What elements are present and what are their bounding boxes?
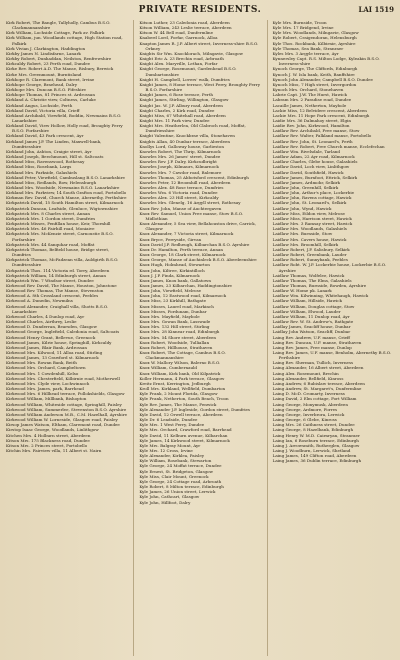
directory-entry: Laing Alexander, 16 Albert street, Aberdeen <box>272 365 364 371</box>
entry-columns <box>6 20 394 656</box>
directory-entry: Kroll Mrs. Kirkland, Wellfield, Dumbarton <box>139 386 226 392</box>
directory-entry: Knox Mrs. 54 Shore street, Aberdeen <box>139 334 217 340</box>
directory-entry: Laidlaw John, Ravens cottage, Hawick <box>272 195 352 201</box>
directory-entry: Kirkland David, 43 Park crescent, Ayr <box>6 133 84 139</box>
directory-entry: Laing Henry W. M.D. Cairnryan, Stranraer <box>272 432 360 438</box>
directory-entry: Kynoch George, The Cliffords, Edinburgh <box>272 66 358 72</box>
directory-entry: Kitchen Mrs. 4 Holburn street, Aberdeen <box>6 432 91 438</box>
directory-entry: Laing George, Ardmore, Forres <box>272 406 338 412</box>
directory-entry: Knight Alex. Maryville, Lethan, Forfar <box>139 61 218 67</box>
directory-entry: Knights Sir Wm. Knocklorach, Milngavie, Glasgow <box>139 50 244 56</box>
directory-entry: Knaberd Lord, Forfar, Garrnock, Alloa <box>139 35 218 41</box>
directory-entry: Laidlaw Mrs. Woodlands, Galashiels <box>272 226 347 232</box>
directory-entry: Knox Rev. Samuel, Union Free manse, Stow B.S.O. Midlothian <box>139 210 244 221</box>
directory-entry: Kirkwood James, 13 Crawford st. Kilmarnock <box>6 355 99 361</box>
directory-entry: Kirkland Joseph, Beechmount, Hill st. Saltcoats <box>6 154 104 160</box>
directory-entry: Kynnersley Capt. R.S. Milton Lodge, Kyleakin B.S.O. Inverness-shire <box>272 56 380 67</box>
directory-entry: Kirk Robert, The Bangle, Tallyholly, Cambus B.S.O. Clackmannanshire <box>6 20 111 31</box>
directory-entry: Knox John, Kiltree, Kirkintilloch <box>139 267 205 273</box>
directory-entry: Laing Andrew, St. Margaret's, Dunfermline <box>272 386 362 392</box>
directory-entry: Knox Robert, Hillhouse, Strathaven <box>139 344 213 350</box>
directory-entry: Knox Alexander, 7 Victoria street, Kilmarnock <box>139 231 234 237</box>
directory-entry: Laidlaw Wm. Rivelsdale, Tarland <box>272 148 340 154</box>
directory-entry: Kirk William, Lochside Cottage, Park av. Falkirk <box>6 30 105 36</box>
directory-entry: Kirkpatrick Mrs. McKenzie street, Carnoustie B.S.O. Forfarshire <box>6 231 114 242</box>
directory-entry: Laing George, Inverbrora, Lerwick <box>272 411 345 417</box>
directory-entry: Laidlay John Watson, Seacliff, Dunbar <box>272 329 351 335</box>
directory-entry: Laidlaw Wm. Kilwinning, Whitehaugh, Hawick <box>272 293 369 299</box>
directory-entry: Laidlaw William, Douglas cottage, Stow <box>272 303 355 309</box>
directory-entry: Kirkwood George, Inglefield, Caledonia road, Saltcoats <box>6 329 120 335</box>
directory-entry: Knowles Mrs. Glenelg, 16 Argyll street, Rothesay <box>139 200 241 206</box>
directory-entry: Kirkwood William W. Lorneside, Glasgow road, Paisley <box>6 417 118 423</box>
directory-entry: Kirkwood Rev. David, The Manse, Houston, Johnstone <box>6 282 117 288</box>
directory-entry: Kirke Rev. Robert A.D. The Manse, Risbury, Berwick <box>6 66 114 72</box>
directory-entry: Kyle Mrs. 17 Bridgend, Irvine <box>272 25 334 31</box>
directory-entry: Kirkland Mrs. Woodside, Newmains B.S.O. Lanarkshire <box>6 185 120 190</box>
directory-entry: Kyle Mrs. Balgray Mount, Ayr <box>139 442 201 448</box>
directory-entry: Kreitz Ernst, Kerrington, Jedburgh <box>139 380 211 386</box>
directory-entry: Knox Robert, Woodside, Tulliallan <box>139 339 210 345</box>
directory-entry: Knox James, 23 Kilbarchan, Haddingtonshire <box>139 282 232 288</box>
directory-entry: Laing Alex. Rosemount, Brechin <box>272 370 339 376</box>
directory-entry: Kirkland James J.P. The Linden, Maxwell-bank, Dumfriesshire <box>6 138 102 149</box>
directory-entry: Knowles Robert, The Thrip, Kilmarnock <box>139 148 221 154</box>
directory-entry: Kirkpatrick Wm. 7 Windsor street, Dundee <box>6 277 94 283</box>
directory-entry: Kirkhope George, Braehead, Dalry <box>6 81 78 87</box>
directory-entry: Kyle Mrs. 1 West Ferry, Dundee <box>139 422 205 428</box>
directory-entry: Knox David J.P. Redheugh, Kilbarchan B.S.O. Ayrshire <box>139 241 250 247</box>
directory-entry: Knight James, 8 Home terrace, West Ferry, Broughty Ferry B.S.O. Forfarshire <box>139 81 261 93</box>
column-2 <box>133 20 260 656</box>
directory-entry: Laing Alexander, Bellfield, Kinross <box>272 375 344 381</box>
directory-entry: Laidlaw Mrs. Cavers house, Hawick <box>272 236 347 242</box>
directory-entry: Laing J. Woodburn, Lerwick, Shetland <box>272 447 351 453</box>
directory-entry: Knox Miss, 23 Kirkhill, Bathgate <box>139 298 206 304</box>
directory-entry: Knight Eric A. 23 Brechin road, Arbroath <box>139 56 224 62</box>
directory-entry: Kirk Vivian J. Clarkington, Haddington <box>6 45 86 51</box>
column-3 <box>267 20 394 656</box>
directory-entry: Knowles Rev. J.P. Dalry, Kirkcudbright <box>139 159 217 165</box>
directory-entry: Laidlaw W. Home pk. Lanark <box>272 288 332 294</box>
directory-entry: Laidlaw David, Southfield, Hawick <box>272 169 344 175</box>
directory-entry: Koller Hermann, 4 Park terrace, Glasgow <box>139 375 225 381</box>
directory-entry: Kirsop James Watson, Eltham, Claremont road, Dundee <box>6 422 120 428</box>
directory-entry: Knox J. J.P. Finda, Kilmarnock <box>139 272 200 278</box>
directory-entry: Knox Rev. John, Manse of Auchtergaven <box>139 205 222 211</box>
page-number-area <box>348 5 394 14</box>
directory-entry: Laidlaw James, Burnfoot, Ettrick, Selkirk <box>272 174 358 180</box>
directory-entry: Kyle David, 12 Orwell terrace, Aberdeen <box>139 411 223 417</box>
directory-entry: Laing James, 149 Clifton road, Aberdeen <box>272 453 357 459</box>
directory-entry: Knox Mrs. 28 Kinnear road, Edinburgh <box>139 329 220 335</box>
directory-entry: Kirkwood D. Dunderran, Bearsden, Glasgow <box>6 324 97 330</box>
directory-entry: Knight James, Stirling, Willington, Glasgow <box>139 97 229 103</box>
directory-entry: Laing J. Arrowsmith, Rutherglen, Glasgow <box>272 442 360 448</box>
directory-entry: Laidlaw John, Wynd, Hawick <box>272 205 332 211</box>
directory-entry: Laing Rev. Andrew, U.F. manse, Crieff <box>272 334 350 340</box>
directory-entry: Knight H. Campbell, Lovers' walk, Dumfries <box>139 76 230 82</box>
directory-entry: Kirkpatrick David, 15 South Hamilton street, Kilmarnock <box>6 200 124 206</box>
directory-entry: Kirkpatrick Mrs. 1 Gordon street, Dumfries <box>6 215 96 221</box>
directory-entry: Kyle John, Hillfoot, Dalry <box>139 499 191 505</box>
directory-entry: Kyle Rev. James, The Manse, Fenwick <box>139 401 217 407</box>
directory-entry: Kitson Mrs. 175 Blackness road, Dundee <box>6 437 90 443</box>
directory-entry: Knox George, Manse of Auchinleck B.S.O. Aberdeenshire <box>139 257 257 263</box>
directory-entry: Kitson Luther, 23 Caledonia road, Aberdeen <box>139 20 230 25</box>
directory-entry: Knox W. Mallory Wilson, Balerno B.S.O. <box>139 360 221 366</box>
directory-entry: Kirkwood Charles, 4 Dunlop road, Ayr <box>6 313 85 319</box>
directory-entry: Kyle James, 26 Union street, Lerwick <box>139 489 216 495</box>
directory-entry: Laing Rev. Sherman, Tullich, Inverness <box>272 360 354 366</box>
directory-entry: Laidlaw John, Arthur's place, Lockerbie <box>272 190 355 196</box>
directory-entry: Knowles Thomas, 25 Abbotsford crescent, Edinburgh <box>139 174 249 180</box>
directory-entry: Kirkwood James, Kilrie house, Springhill, Kirkcaldy <box>6 339 112 345</box>
directory-entry: Laidlaw Thomas, Wolfelee, Hawick <box>272 272 345 278</box>
directory-entry: Kirkwood William, Whiteside cottage, Springhill, Paisley <box>6 401 122 407</box>
directory-entry: Kirk William, jun. Woodlands cottage, High Station road, Falkirk <box>6 35 123 46</box>
directory-entry: Knox Hugh, Holmhead, Stewarton <box>139 262 210 268</box>
directory-entry: Knox George, 18 Clark street, Kilmarnock <box>139 252 226 258</box>
directory-entry: Kitson Mrs. 2 Princes street, Portobello <box>6 442 88 448</box>
directory-entry: Knight Charles, 2 Kirk road, Dundee <box>139 107 215 113</box>
directory-entry: Kirkland Mrs. Parkside, Galashiels <box>6 169 77 175</box>
directory-entry: Laing Mrs. 26 Caithness street, Dundee <box>272 422 355 428</box>
directory-entry: Kirke Mrs. Greenmount, Burntisland <box>6 71 82 77</box>
directory-entry: Kyle Thomas, Sea Bank, Stranraer <box>272 45 344 51</box>
directory-entry: Knowles Alex. 48 Rose terrace, Dumfries <box>139 185 224 190</box>
directory-entry: Kirkwood A. 8th Crossland crescent, Peebles <box>6 293 99 299</box>
page-number: 1519 <box>374 5 394 14</box>
directory-entry: Kirkland John, Ashton, Craigie street, Ayr <box>6 148 92 154</box>
directory-entry: Knowles Peter, 12 Broomhill road, Aberdeen <box>139 179 231 185</box>
directory-entry: Kirkwood Mrs. Orchard, Campbeltown <box>6 365 86 371</box>
directory-entry: Kyle Alexander, Kirklea, Paisley <box>139 453 204 459</box>
directory-entry: Knox Mrs. 132 Hill street, Stirling <box>139 324 210 330</box>
directory-entry: Knight Jas. W. J.P. Albury road, Aberdeen <box>139 102 223 108</box>
directory-entry: Knox Dr. Hamilton, Perth terrace, Annan <box>139 246 223 252</box>
directory-entry: Kynoch John Alexander, Campbell B.S.O. Dundee <box>272 76 373 82</box>
directory-entry: Kirkwood Charles, Airthrey, Leslie <box>6 319 77 325</box>
directory-entry: Laidie Rev. John, Kirkwood, Hamilton <box>272 123 350 129</box>
directory-entry: Kyle Mrs. 12 Cross, Irvine <box>139 447 193 453</box>
directory-entry: Kirkhope Mrs. Duncan B.S.O. Fifeshire <box>6 87 86 93</box>
directory-entry: Kynoch Mrs. Orchard, Stonehaven <box>272 87 344 93</box>
directory-entry: Laidlaw Robert, Sunnybank, Peebles <box>272 257 348 263</box>
directory-entry: Knox Mrs. Mayfield, Maybole <box>139 313 200 319</box>
directory-entry: Kitson William, 243 Leslie terrace, Aberdeen <box>139 25 232 31</box>
directory-entry: Kirkhope R. Claremont, Bank street, Irvine <box>6 76 95 82</box>
directory-entry: Laidlaw Miss, Eildon view, Melrose <box>272 210 345 216</box>
directory-entry: Kirkwood Mrs. Kilwood, 11 Alloa road, Stirling <box>6 350 103 355</box>
directory-entry: Laidlaw Rev. W. St. Andrew's, Bathgate <box>272 319 354 325</box>
directory-entry: Knight Mrs. 11 Park view, Dundee <box>139 117 210 123</box>
directory-entry: Kirkpatrick Mrs. 8 Charles street, Annan <box>6 210 91 216</box>
directory-entry: Laidlaw Rev. John, St. Leonard's, Perth <box>272 138 353 144</box>
directory-entry: Kynoch J. W. Isla bank, Keith, Banffshire <box>272 71 355 77</box>
directory-entry: Kirkland Peter, Viewfield, Cambuslang B.S.O. Lanarkshire <box>6 174 125 180</box>
directory-entry: Kirkpatrick William, 14 Edinburgh street, Annan <box>6 272 106 278</box>
directory-entry: Laidlaw Mrs. Burnside, Stow <box>272 231 333 237</box>
directory-entry: Kitchin Mrs. Fairview villa, 11 Albert st. Nairn <box>6 447 102 453</box>
directory-entry: Kyle Alexander J.P. Ingleside, Gordon street, Dumfries <box>139 406 250 412</box>
directory-entry: Knight Mrs. Heatherlea, Old Clabroch road, Moffat, Dumfriesshire <box>139 123 246 134</box>
directory-entry: Knox William, Cumbernauld <box>139 365 198 371</box>
directory-entry: Laing James, 36 Dublin terrace, Edinburgh <box>272 458 362 464</box>
directory-entry: Kirkhope Thomas, 81 Princes st. Ardrossan <box>6 92 95 98</box>
directory-entry: Kyle Mrs. Orchard, Crawford road, Barrhead <box>139 427 232 433</box>
directory-entry: Laing George, 8 Hazelbank, Edinburgh <box>272 427 354 433</box>
directory-entry: Kirkwood William, Summerlee, Stevenston B.S.O. Ayrshire <box>6 406 127 412</box>
directory-entry: Kyle Thos. Rockbank, Kilbirnie, Ayrshire <box>272 40 356 46</box>
directory-entry: Knox Alexander, 5 Sea view, Bellahouston drive, Carrick, Glasgow <box>139 221 256 232</box>
directory-entry: Knowles Joseph, Kilmaurs, Kilmarnock <box>139 164 219 170</box>
directory-entry: Kirkwood James, Blair Bank, Ardrossan <box>6 344 88 350</box>
directory-entry: Kirkpatrick Mrs. 46 Fairhill road, Moniaive <box>6 226 95 232</box>
directory-entry: Kirkwood Mrs. 6 Hillhead terrace, Pollokshields, Glasgow <box>6 391 125 397</box>
directory-entry: Kirkwood Mrs. James, park, Barrhead <box>6 386 84 392</box>
directory-entry: Kyle Frank, Netherton, South Beach, Troon <box>139 396 229 402</box>
directory-entry: Knollys Lord, Galloway house, Garlieston <box>139 143 224 149</box>
directory-entry: Kirkpatrick Thomas, Belfield house, Bridge street, Dumfries <box>6 246 110 258</box>
directory-entry: Laidie Mrs. 36 Dalmahoy street, Elgin <box>272 117 351 123</box>
directory-entry: Laidlaw John, St. Leonard's, Selkirk <box>272 200 347 206</box>
directory-entry: Knowles Mrs. 7 Cawdor road, Balemore <box>139 169 222 175</box>
directory-entry: Laidlaw John, Greenhill, Selkirk <box>272 185 339 190</box>
directory-entry: Laidlaw Rev. Archibald, Free manse, Stow <box>272 128 360 134</box>
directory-entry: Labrie Capt. J.W. The Hurst, Hawick <box>272 92 347 98</box>
directory-entry: Laidlaw Thomas, The Elms, Galashiels <box>272 277 352 283</box>
directory-entry: Laing D. McD. Cromarty, Inverness <box>272 391 345 397</box>
directory-entry: Laidlaw Charles, Glebe house, Galashiels <box>272 159 358 165</box>
directory-entry: Laing David, 2 Elm cottage, Fort William <box>272 396 357 402</box>
directory-entry: Knowles Alex. 23 Hill street, Kirkcaldy <box>139 195 219 201</box>
directory-entry: Knights Allan, 40 Dunbar terrace, Aberdeen <box>139 138 231 144</box>
directory-entry: Knox John, Viewfield, Melrose <box>139 288 202 294</box>
directory-entry: Laing Ian, 6 Roseburn terrace, Edinburgh <box>272 437 359 443</box>
directory-entry: Kirkwood Mrs. 1 Cowdenhill, Kelso <box>6 370 79 376</box>
directory-entry: Knight George, Rosemount, Gardenhead B.S.O. Dumbartonshire <box>139 66 237 77</box>
directory-entry: Laidlaw Mrs. 3 Ramsay street, Hawick <box>272 221 353 227</box>
directory-entry: Laidlaw Mrs. Broomhill, Selkirk <box>272 241 339 247</box>
directory-entry: Kyle William, Rosebank, Stewarton <box>139 458 212 464</box>
directory-entry: Knowles Mrs. 26 James' street, Dundee <box>139 154 221 160</box>
directory-entry: Laing Rev. James, U.F. manse, Benholm, Abernethy B.S.O. Perthshire <box>272 350 392 361</box>
directory-entry: Laidlaw David, Loch view, Linlithgow <box>272 164 350 170</box>
directory-entry: Kirkwood A. Dunedin, Newmilns <box>6 298 73 304</box>
directory-entry: Kirkwood Mrs. Clyde view, Lochwinnoch <box>6 380 90 386</box>
directory-entry: Kyle Frank, 2 Mount Florida, Glasgow <box>139 391 218 397</box>
directory-entry: Knox Misses, Fordunam, Dunbar <box>139 308 207 314</box>
directory-entry: Laidlaw Rev. Robert, Free Church manse, Ecclefechan <box>272 143 385 149</box>
directory-entry: Laidlaw William, Elwood, Lauder <box>272 308 341 314</box>
directory-entry: Lackie Miss, 12 Belvidere crescent, Aberdeen <box>272 107 367 113</box>
directory-entry: Kyle George, 24 Cottage road, Arbroath <box>139 478 222 484</box>
directory-entry: Laing Andrew, 6 Rubislaw terrace, Aberdeen <box>272 380 365 386</box>
directory-entry: Kirkpatrick Mrs. 44 Sanquhar road, Moffat <box>6 241 95 247</box>
directory-entry: Kirkwood Rev. Thomas, The Manse, Stevenston <box>6 288 104 294</box>
directory-entry: Kyle Miss, Clair Mount, Greenock <box>139 473 209 479</box>
directory-entry: Laing George, Monymusk, Aberdeen <box>272 401 348 407</box>
directory-entry: Kyle Robert, 8 Milton terrace, Edinburgh <box>139 484 224 490</box>
directory-entry: Kyle James, 14 Kirkwood street, Kilmarnock <box>139 437 230 443</box>
directory-entry: Kirkland Miss, Redlands, Bow, Helensburgh <box>6 179 97 185</box>
page-title: PRIVATE RESIDENTS. <box>138 5 262 15</box>
directory-entry: Kyle Robert, Craigendoran, Helensburgh <box>272 35 357 41</box>
directory-entry: Labram Mrs. 2 Paradise road, Dundee <box>272 97 352 103</box>
directory-entry: Knox William, Kirk bank, Old Kilpatrick <box>139 370 221 376</box>
directory-entry: Kyle George, 24 Moffat terrace, Dundee <box>139 463 222 469</box>
directory-entry: Laing Rev. James, Free manse, Dunlop <box>272 344 352 350</box>
directory-entry: Kirkpatrick Thomas, McFadzean villa, Auldgirth B.S.O. Dumfriesshire <box>6 257 119 268</box>
directory-entry: Laidlaw Robert, J.P. Salisbury, Selkirk <box>272 246 350 252</box>
directory-entry: Laidlaw William, Hillside, Hawick <box>272 298 342 304</box>
directory-entry: Kirkland David, Victoria villa, Crieff <box>6 107 80 113</box>
directory-entry: Knox John, 12 Eastwood road, Kilmarnock <box>139 293 227 299</box>
directory-entry: Knox Robert, The Cottage, Cambus B.S.O. Clackmannanshire <box>139 350 226 361</box>
directory-entry: Kirkpatrick Thos. 114 Victoria rd. Torry, Aberdeen <box>6 267 110 273</box>
directory-entry: Knapton James R. J.P. Albert street, Inverness-shire B.S.O. Orkney <box>139 40 259 51</box>
directory-entry: Kirkpatrick Duncan, Leafside, Glenluce, Wigtownshire <box>6 205 118 211</box>
directory-entry: Kirkwood Alexander, Craighall villa, Shotts B.S.O. Lanarkshire <box>6 303 109 314</box>
directory-entry: Knight Miss, 67 Whitehall road, Aberdeen <box>139 112 226 118</box>
directory-entry: Kirkpatrick Misses, Penfillan house, Keir, Thornhill <box>6 221 111 227</box>
directory-entry: Kirkwood Henry Grant, Bellevue, Greenock <box>6 334 96 340</box>
directory-entry: Kirkland Miss, Rosebank, Largs <box>6 164 72 170</box>
directory-entry: Kirkwood Mrs. Chesterfield, Kilbirnie road, Motherwell <box>6 375 120 381</box>
directory-entry: Knox Bryce, Ferryside, Girvan <box>139 236 202 242</box>
directory-entry: Kynoch Miss, 7 High street, Invergordon <box>272 81 357 87</box>
directory-entry: Laidlaw Robt. W. J.P. Lockerbie house, Lockerbie B.S.O. Ayrshire <box>272 262 387 273</box>
directory-entry: Laidlaw Adam, 22 Ayr road, Kilmarnock <box>272 154 355 160</box>
directory-entry: Laidlaw William, 11 Dunlop road, Ayr <box>272 313 350 319</box>
directory-entry: Kirkland David, View Hollow, Holly road, Broughty Ferry B.S.O. Forfarshire <box>6 123 123 134</box>
directory-entry: Knight James, 6 Rose terrace, Perth <box>139 92 214 98</box>
directory-entry: Laing George, 6 Glebe, Kinross <box>272 417 337 423</box>
directory-entry: Laidlaw Rev. Walter, Falkland manse, Portobello <box>272 133 372 139</box>
column-1 <box>6 20 127 656</box>
directory-entry: Kirkland Miss, Ravenswood, Rothesay <box>6 159 85 165</box>
directory-entry: Knox James, Knox bank, Gallatown <box>139 277 211 283</box>
directory-entry: Laidlay James, Seacliff house, Dunbar <box>272 324 351 330</box>
directory-entry: Kirstop Isaac George, Woodlands, Linlithgow <box>6 427 99 433</box>
directory-entry: Knox Misses, Laurel road, Markinch <box>139 303 214 309</box>
directory-entry: Kitson W. 44 Bell road, Dunfermline <box>139 30 214 36</box>
directory-entry: Kyle Mrs. Burnside, Troon <box>272 20 327 25</box>
directory-entry: Laidlaw Miss, Harrison street, Hawick <box>272 215 352 221</box>
directory-entry: Kirkcaldy Robert, 23 Perth road, Dundee <box>6 61 91 67</box>
directory-entry: Kyle Dr. 6 Leadside, Dundee <box>139 417 198 423</box>
directory-entry: Lacaille James, Netherton, Maybole <box>272 102 347 108</box>
directory-entry: Laing Rev. Duncan, U.F. manse, Strathaven <box>272 339 362 345</box>
directory-entry: Knowles Wm. 6 Victoria road, Dundee <box>139 190 218 196</box>
directory-entry: Kirkby Robert, Dunhaddan, Neilston, Renfrewshire <box>6 56 112 62</box>
directory-entry: Kirkwood William, Millbank, Bishopton <box>6 396 87 402</box>
directory-entry: Laidlaw Robert, Greenbank, Lauder <box>272 252 347 258</box>
directory-entry: Laidlaw Thomas, Burnside, Bowden, Ayrshire <box>272 282 367 288</box>
directory-entry: Kyle David, 11 Kelburn avenue, Kilbarchan <box>139 432 228 438</box>
directory-entry: Kyle John, Cathcart, Glasgow <box>139 494 200 500</box>
directory-entry: Kirkby James N. Lindisfarne, Lanark <box>6 50 81 56</box>
directory-entry: Kirkland A. Christie view, Coltness, Carluke <box>6 97 96 103</box>
directory-entry: Kirkwood William Anderson M.B., C.M. Hazelhall, Ayrshire <box>6 411 128 417</box>
directory-entry: Kirkland Mrs. Parkview, 14 South Grafton road, Portobello <box>6 190 127 196</box>
directory-entry: Kirkland Archibald, Viewfield, Boddin, Newmains B.S.O. Lanarkshire <box>6 112 122 123</box>
directory-entry: Knight Valentine, Knockbrae villa, Stonehaven <box>139 133 235 139</box>
directory-entry: Kyle Ernest, St. Bridgeton, Glasgow <box>139 468 214 474</box>
page-header <box>6 5 394 18</box>
directory-entry: Kirkwood Mrs. Rowan Bank, Beith <box>6 360 77 366</box>
directory-entry: Kirkman Rev. David, Church Manse, Abernethy, Perthshire <box>6 195 127 201</box>
directory-entry: Laidlaw James, Ardmohr, Selkirk <box>272 179 341 185</box>
directory-entry: Kyles Mrs. 3 Argyle terrace, Ayr <box>272 50 339 56</box>
directory-entry: Knox Mrs. Gowan Bank, Lasswade <box>139 319 211 325</box>
section-tag: LAI <box>358 5 373 14</box>
directory-entry: Kyle Mrs. Woodlands, Milngavie, Glasgow <box>272 30 359 36</box>
directory-entry: Kirkland Angus, Lochside, Perth <box>6 102 73 108</box>
directory-entry: Lackie Mrs. 11 Hope Park crescent, Edinburgh <box>272 112 370 118</box>
